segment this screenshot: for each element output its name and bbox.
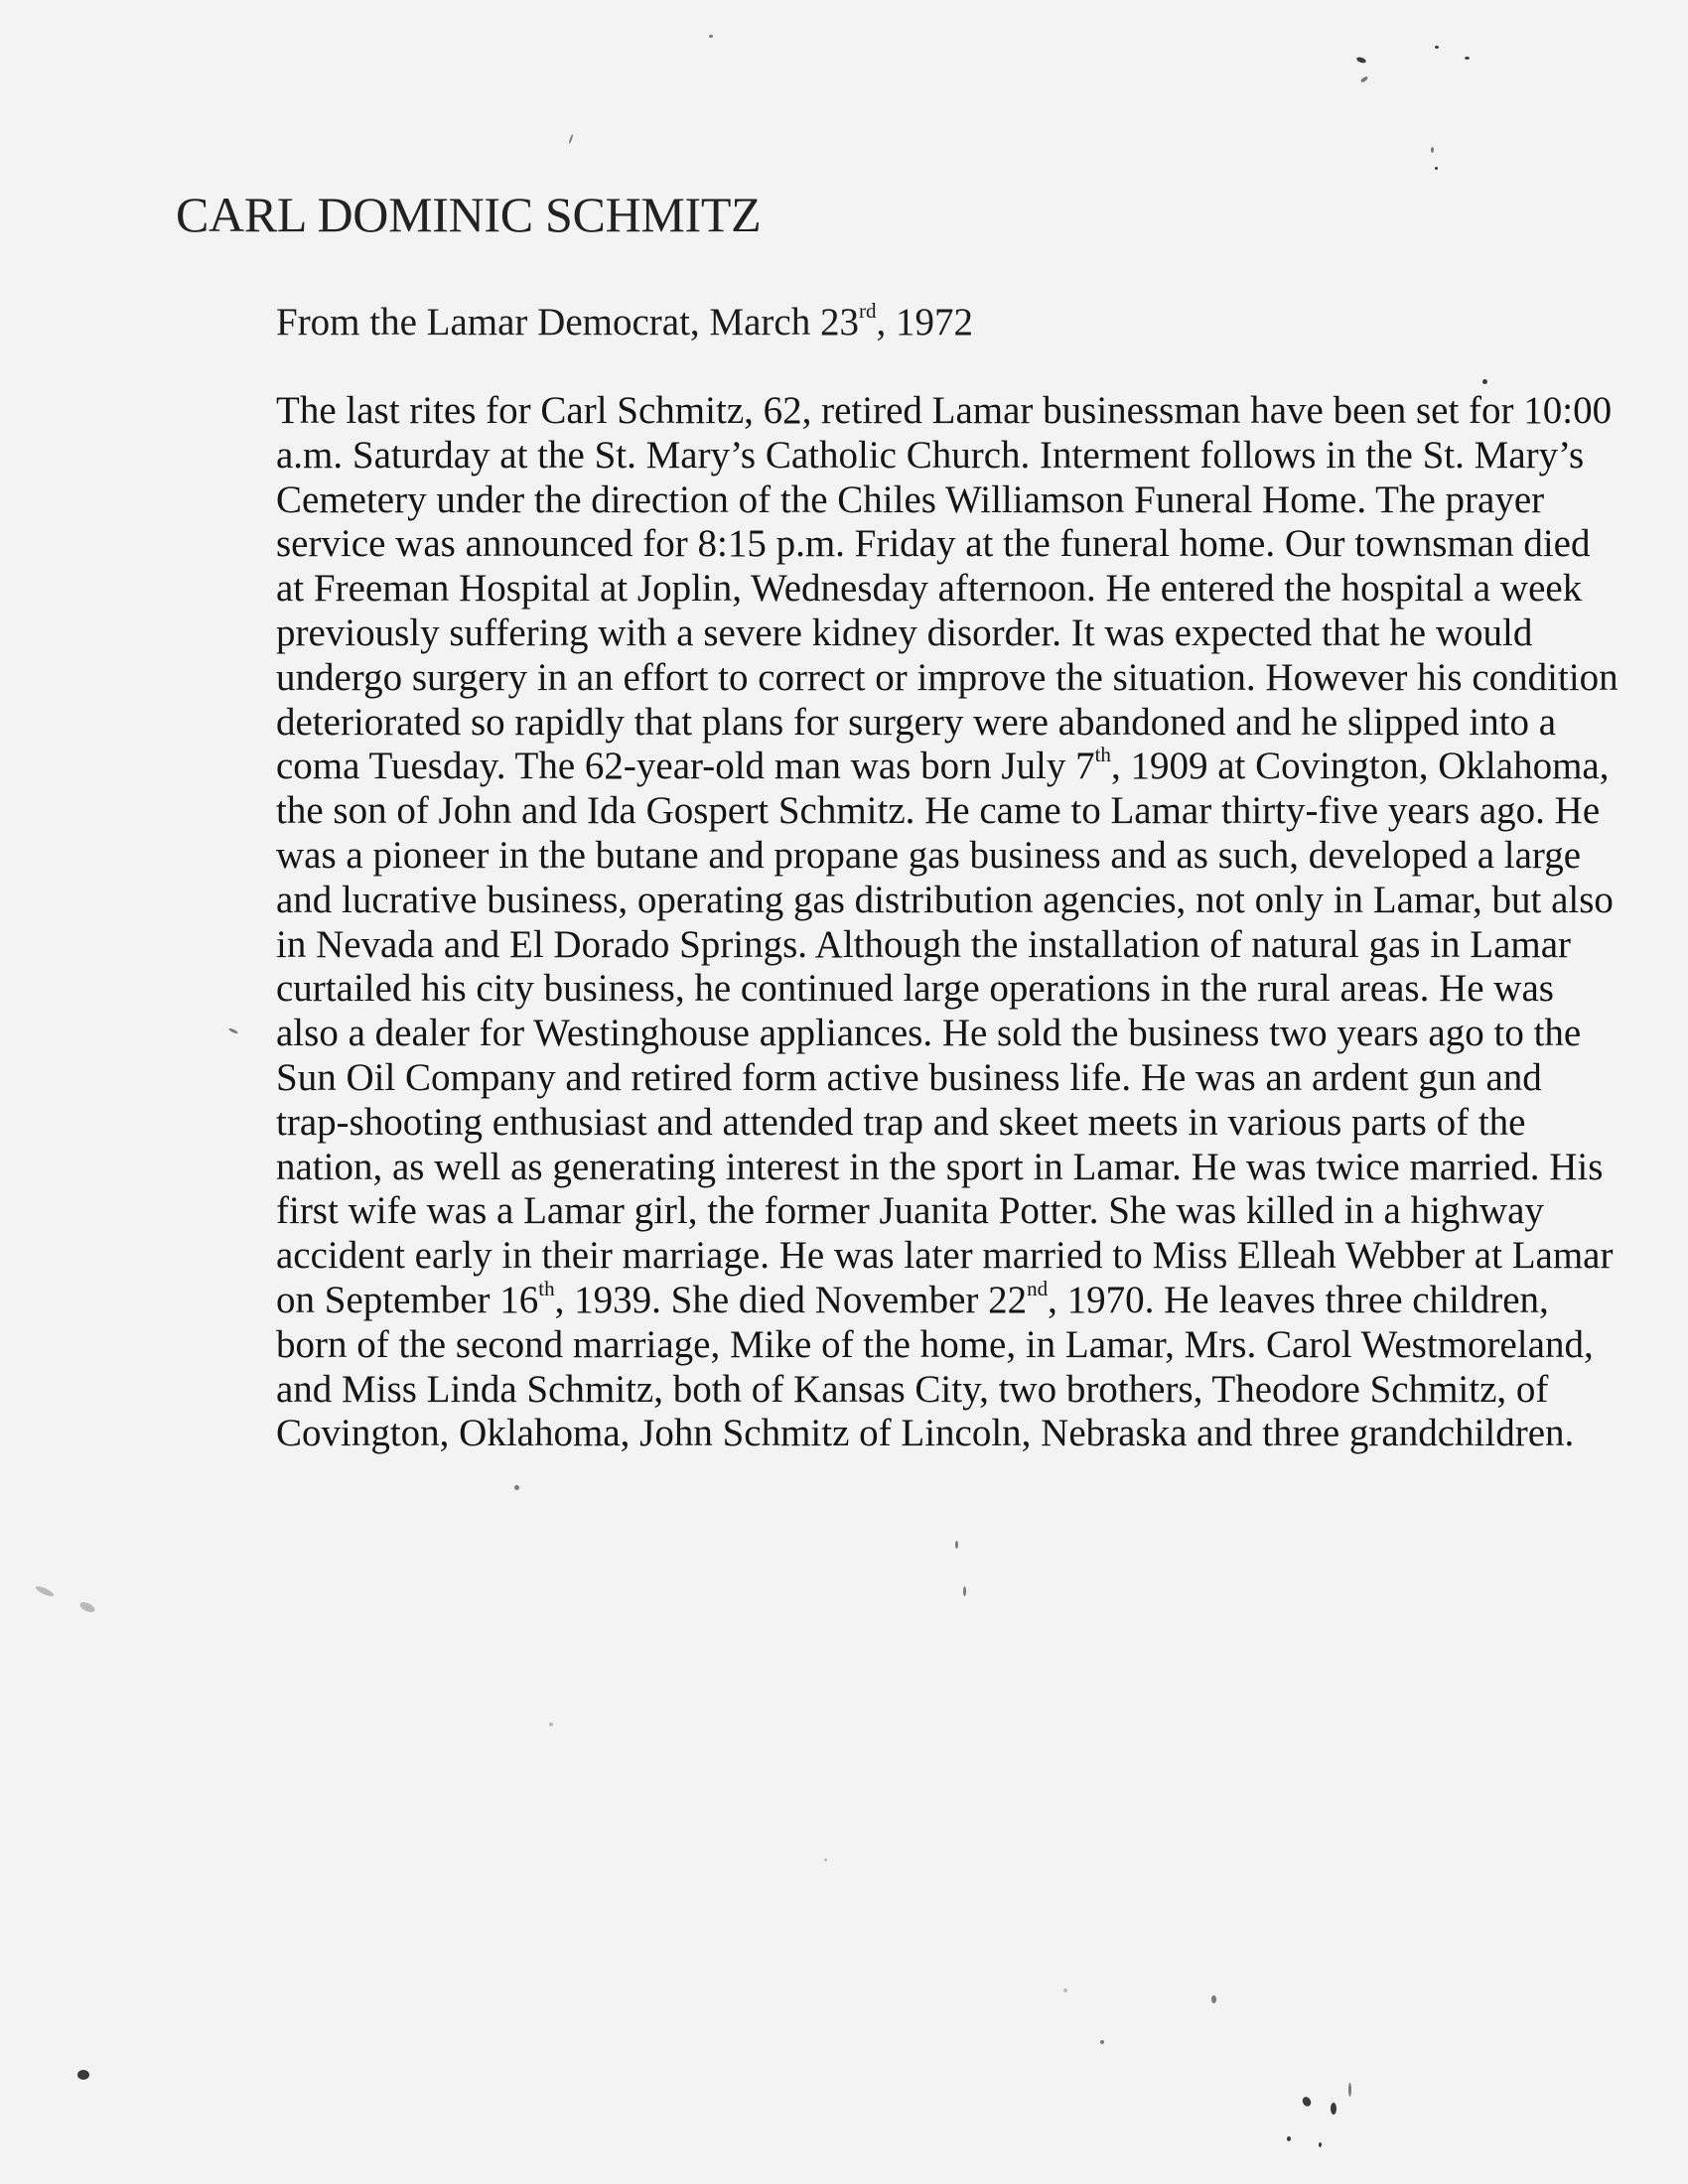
ordinal-suffix: nd [1027, 1276, 1049, 1300]
body-line [276, 834, 1656, 879]
scan-speck [78, 1600, 96, 1614]
body-line-text: deteriorated so rapidly that plans for surgery were abandoned and he slipped into a [276, 700, 1557, 744]
source-suffix: , 1972 [876, 301, 973, 343]
scan-speck [824, 1858, 827, 1861]
scan-speck [1355, 56, 1366, 64]
body-line-text: , 1970. He leaves three children, [1048, 1278, 1549, 1321]
body-line-text: accident early in their marriage. He was later married to Miss Elleah Webber at Lamar [276, 1234, 1614, 1278]
body-line [276, 879, 1656, 923]
scan-speck [1348, 2083, 1351, 2097]
body-line-text: at Freeman Hospital at Joplin, Wednesday afternoon. He entered the hospital a week [276, 567, 1583, 611]
body-line-text: , 1909 at Covington, Oklahoma, [1110, 745, 1610, 788]
body-line-text: nation, as well as generating interest in the sport in Lamar. He was twice married. His [276, 1145, 1604, 1188]
body-line-text: Sun Oil Company and retired form active business life. He was an ardent gun and [276, 1055, 1542, 1099]
scan-speck [1360, 75, 1369, 83]
scan-speck [568, 134, 573, 144]
body-line [276, 967, 1656, 1012]
body-line [276, 1412, 1656, 1456]
ordinal-suffix: th [538, 1276, 555, 1300]
scan-speck [1100, 2040, 1104, 2044]
scan-speck [1211, 1995, 1216, 2003]
body-line [276, 389, 1656, 434]
body-line-text: curtailed his city business, he continued large operations in the rural areas. He was [276, 967, 1554, 1011]
scan-speck [1482, 379, 1487, 384]
body-line-text: a.m. Saturday at the St. Mary’s Catholic Church. Interment follows in the St. Mary’s [276, 433, 1585, 477]
body-line-text: and lucrative business, operating gas distribution agencies, not only in Lamar, but also [276, 878, 1614, 921]
body-line [276, 1276, 1656, 1323]
body-line [276, 745, 1656, 789]
body-line-text: service was announced for 8:15 p.m. Friday at the funeral home. Our townsman died [276, 522, 1591, 566]
body-line [276, 434, 1656, 478]
body-line-text: Covington, Oklahoma, John Schmitz of Lincoln, Nebraska and three grandchildren. [276, 1412, 1575, 1455]
body-line [276, 1234, 1656, 1279]
scan-speck [1301, 2096, 1313, 2109]
body-line [276, 1012, 1656, 1056]
scan-speck [514, 1485, 519, 1490]
body-line [276, 1323, 1656, 1368]
document-title: CARL DOMINIC SCHMITZ [176, 187, 762, 242]
scan-speck [549, 1722, 553, 1726]
scan-speck [1287, 2136, 1291, 2141]
body-line-text: in Nevada and El Dorado Springs. Although the installation of natural gas in Lamar [276, 922, 1572, 966]
body-line [276, 1101, 1656, 1146]
scan-speck [1465, 57, 1470, 60]
body-line [276, 522, 1656, 567]
body-line [276, 1368, 1656, 1413]
scan-speck [1319, 2142, 1322, 2147]
body-line-text: also a dealer for Westinghouse appliances. He sold the business two years ago to the [276, 1012, 1582, 1055]
body-line-text: The last rites for Carl Schmitz, 62, retired Lamar businessman have been set for 10:00 [276, 389, 1613, 432]
scan-speck [1331, 2103, 1336, 2115]
source-prefix: From the Lamar Democrat, March 23 [276, 301, 859, 343]
body-line [276, 478, 1656, 523]
body-line [276, 1189, 1656, 1234]
scan-speck [955, 1541, 958, 1549]
body-line [276, 701, 1656, 746]
scan-speck [77, 2070, 89, 2080]
scan-speck [1435, 46, 1439, 49]
scan-speck [228, 1027, 238, 1034]
body-line [276, 656, 1656, 701]
scan-speck [1435, 167, 1438, 170]
body-line-text: coma Tuesday. The 62-year-old man was born July 7 [276, 745, 1095, 788]
body-line [276, 1056, 1656, 1101]
body-line-text: born of the second marriage, Mike of the home, in Lamar, Mrs. Carol Westmoreland, [276, 1322, 1594, 1366]
body-line-text: trap-shooting enthusiast and attended trap and skeet meets in various parts of the [276, 1100, 1526, 1144]
body-line-text: , 1939. She died November 22 [554, 1278, 1028, 1321]
scan-speck [963, 1586, 966, 1596]
scan-speck [1063, 1988, 1067, 1992]
ordinal-suffix: th [1094, 743, 1111, 767]
scan-speck [1431, 147, 1434, 153]
body-line-text: and Miss Linda Schmitz, both of Kansas City, two brothers, Theodore Schmitz, of [276, 1367, 1549, 1411]
body-line-text: undergo surgery in an effort to correct or improve the situation. However his condition [276, 655, 1618, 699]
body-line-text: the son of John and Ida Gospert Schmitz. He came to Lamar thirty-five years ago. He [276, 789, 1601, 833]
body-line-text: previously suffering with a severe kidney disorder. It was expected that he would [276, 611, 1533, 654]
body-line [276, 567, 1656, 612]
scan-speck [35, 1584, 56, 1598]
body-line-text: first wife was a Lamar girl, the former Juanita Potter. She was killed in a highway [276, 1189, 1544, 1233]
body-line [276, 789, 1656, 834]
source-line [276, 300, 973, 345]
body-line-text: was a pioneer in the butane and propane gas business and as such, developed a large [276, 833, 1582, 877]
body-line [276, 612, 1656, 656]
body-line [276, 1146, 1656, 1190]
body-line-text: Cemetery under the direction of the Chiles Williamson Funeral Home. The prayer [276, 478, 1545, 521]
body-line-text: on September 16 [276, 1278, 539, 1321]
body-line [276, 923, 1656, 968]
scan-speck [709, 35, 713, 38]
source-ordinal-suffix: rd [858, 299, 877, 323]
obituary-body [276, 389, 1656, 1456]
